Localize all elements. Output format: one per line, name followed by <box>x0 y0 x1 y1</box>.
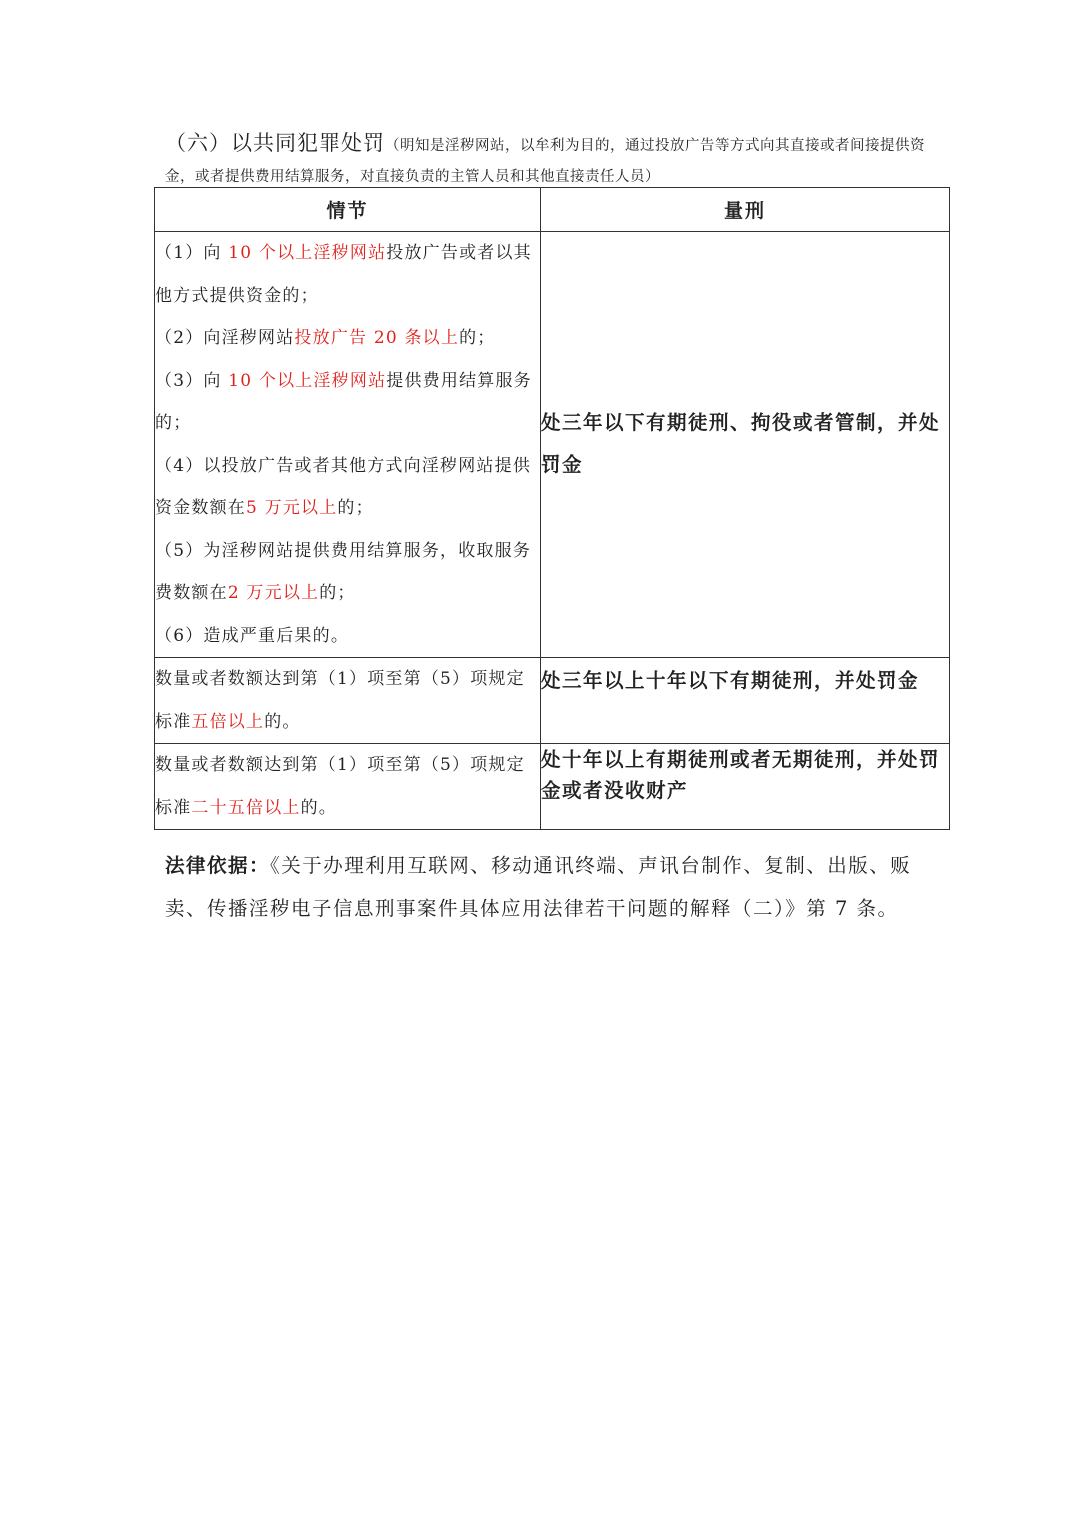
circumstance-cell: 数量或者数额达到第（1）项至第（5）项规定标准二十五倍以上的。 <box>155 744 541 830</box>
circumstance-cell: 数量或者数额达到第（1）项至第（5）项规定标准五倍以上的。 <box>155 658 541 744</box>
legal-basis-text: 《关于办理利用互联网、移动通讯终端、声讯台制作、复制、出版、贩卖、传播淫秽电子信息刑事案件具体应用法律若干问题的解释（二）》第 7 条。 <box>165 854 912 920</box>
section-title: （六）以共同犯罪处罚 <box>165 131 385 155</box>
penalty-cell: 处三年以上十年以下有期徒刑，并处罚金 <box>541 658 950 744</box>
circumstance-item: （6）造成严重后果的。 <box>155 625 350 646</box>
table-row <box>155 232 950 658</box>
legal-basis <box>165 844 945 930</box>
header-circumstance: 情节 <box>155 188 541 232</box>
section-heading <box>165 128 935 192</box>
section-note: （明知是淫秽网站，以牟利为目的，通过投放广告等方式向其直接或者间接提供资金，或者提供费用结算服务，对直接负责的主管人员和其他直接责任人员） <box>165 138 925 185</box>
legal-basis-label: 法律依据： <box>165 854 271 877</box>
header-penalty: 量刑 <box>541 188 950 232</box>
penalty-cell: 处三年以下有期徒刑、拘役或者管制，并处罚金 <box>541 232 950 658</box>
table-header-row <box>155 188 950 232</box>
circumstance-item: （1）向 10 个以上淫秽网站投放广告或者以其他方式提供资金的； <box>155 243 532 306</box>
table-row <box>155 744 950 830</box>
penalty-cell: 处十年以上有期徒刑或者无期徒刑，并处罚金或者没收财产 <box>541 744 950 830</box>
circumstance-cell <box>155 232 541 658</box>
sentencing-table <box>154 187 950 830</box>
circumstance-item: （3）向 10 个以上淫秽网站提供费用结算服务的； <box>155 370 532 433</box>
circumstance-item: （2）向淫秽网站投放广告 20 条以上的； <box>155 328 496 348</box>
table-row <box>155 658 950 744</box>
circumstance-item: （5）为淫秽网站提供费用结算服务，收取服务费数额在2 万元以上的； <box>155 540 532 603</box>
circumstance-item: （4）以投放广告或者其他方式向淫秽网站提供资金数额在5 万元以上的； <box>155 455 532 518</box>
